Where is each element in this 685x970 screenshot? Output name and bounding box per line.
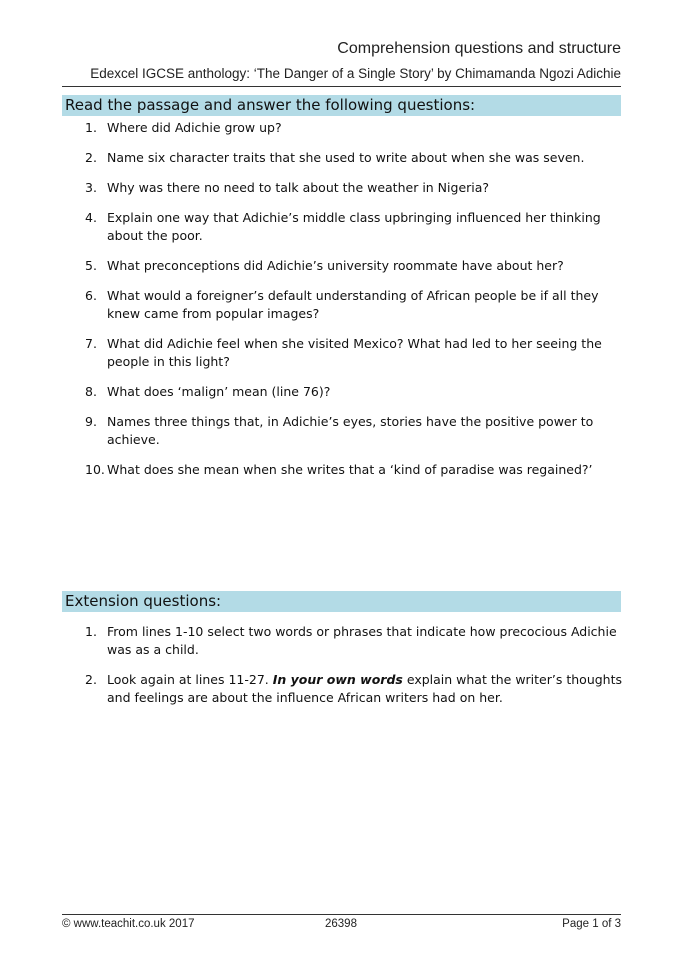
- question-text: Name six character traits that she used to write about when she was seven.: [107, 150, 585, 165]
- list-item: [85, 335, 625, 371]
- footer-divider: [62, 914, 621, 915]
- footer-page-number: Page 1 of 3: [562, 918, 621, 930]
- question-text: Why was there no need to talk about the weather in Nigeria?: [107, 180, 490, 195]
- question-number: 1.: [85, 624, 97, 639]
- question-number: 2.: [85, 150, 97, 165]
- question-text-start: Look again at lines 11-27.: [107, 672, 273, 687]
- header-divider: [62, 86, 621, 87]
- list-item: [85, 149, 625, 167]
- question-number: 8.: [85, 384, 97, 399]
- extension-question-list: [85, 623, 625, 719]
- question-text: Explain one way that Adichie’s middle class upbringing influenced her thinking about the poor.: [107, 210, 601, 243]
- list-item: [85, 257, 625, 275]
- question-text: What does ‘malign’ mean (line 76)?: [107, 384, 331, 399]
- question-text: From lines 1-10 select two words or phrases that indicate how precocious Adichie was as a child.: [107, 624, 617, 657]
- question-number: 1.: [85, 120, 97, 135]
- list-item: [85, 383, 625, 401]
- list-item: [85, 119, 625, 137]
- list-item: [85, 623, 625, 659]
- question-text: What does she mean when she writes that a ‘kind of paradise was regained?’: [107, 462, 593, 477]
- section-heading-extension: Extension questions:: [62, 591, 621, 612]
- question-number: 7.: [85, 336, 97, 351]
- question-number: 6.: [85, 288, 97, 303]
- question-number: 3.: [85, 180, 97, 195]
- list-item: [85, 287, 625, 323]
- question-text: [107, 671, 625, 707]
- question-number: 4.: [85, 210, 97, 225]
- question-text-end: explain what the writer’s thoughts and feelings are about the influence African writers had on her.: [107, 672, 623, 705]
- question-text: What preconceptions did Adichie’s university roommate have about her?: [107, 258, 564, 273]
- footer-code: 26398: [325, 918, 357, 930]
- emphasis-text: In your own words: [272, 672, 403, 687]
- question-number: 5.: [85, 258, 97, 273]
- list-item: [85, 209, 625, 245]
- list-item: [85, 413, 625, 449]
- question-text: What did Adichie feel when she visited Mexico? What had led to her seeing the people in this light?: [107, 336, 602, 369]
- section-heading-questions: Read the passage and answer the following questions:: [62, 95, 621, 116]
- document-title: Comprehension questions and structure: [337, 40, 621, 57]
- list-item: [85, 179, 625, 197]
- question-number: 2.: [85, 672, 97, 687]
- question-text: Names three things that, in Adichie’s eyes, stories have the positive power to achieve.: [107, 414, 594, 447]
- footer-copyright: © www.teachit.co.uk 2017: [62, 918, 195, 930]
- question-number: 10.: [85, 462, 105, 477]
- list-item: [85, 671, 625, 707]
- document-subtitle: Edexcel IGCSE anthology: ‘The Danger of a Single Story’ by Chimamanda Ngozi Adichie: [90, 66, 621, 81]
- question-text: What would a foreigner’s default understanding of African people be if all they knew came from popular images?: [107, 288, 599, 321]
- question-text: Where did Adichie grow up?: [107, 120, 282, 135]
- question-list: [85, 119, 625, 491]
- question-number: 9.: [85, 414, 97, 429]
- list-item: [85, 461, 625, 479]
